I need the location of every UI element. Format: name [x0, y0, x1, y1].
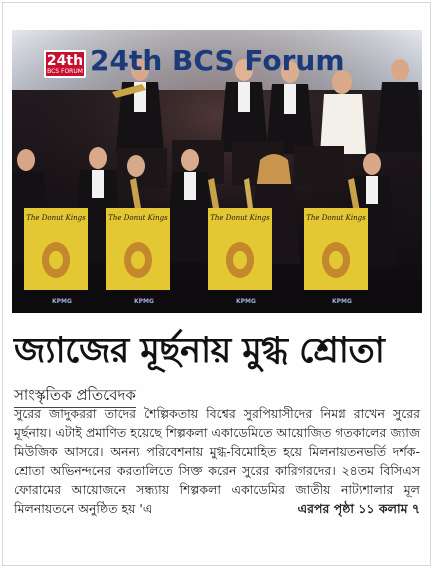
stand-label-1: The Donut Kings — [26, 214, 86, 222]
stand-label-4: The Donut Kings — [306, 214, 366, 222]
stand-label-2: The Donut Kings — [108, 214, 168, 222]
continued-on-page: এরপর পৃষ্ঠা ১১ কলাম ৭ — [297, 501, 420, 516]
sponsor-mark-4: KPMG — [332, 298, 352, 305]
sponsor-mark-2: KPMG — [134, 298, 154, 305]
article-body-text: সুরের জাদুকররা তাদের শৈল্পিকতায় বিশ্বের সুরপিয়াসীদের নিমগ্ন রাখেন সুরের মূর্ছনায়। এটাই প্রমাণিত হয়েছে শিল্পকলা একাডেমিতে আয়োজিত গতকালের জ্যাজ মিউজিক আসরে। অনন্য পরিবেশনায় মুগ্ধ-বিমোহিত হয়ে মিলনায়তনভর্তি দর্শক-শ্রোতা অভিনন্দনের করতালিতে সিক্ত করেন সুরের কারিগরদের। ২৪তম বিসিএস ফোরামের আয়োজনে সন্ধ্যায় শিল্পকলা একাডেমির জাতীয় নাট্যশালার মূল মিলনায়তনে অনুষ্ঠিত হয় 'এ — [14, 406, 420, 516]
stand-label-3: The Donut Kings — [210, 214, 270, 222]
jazz-band-photo — [12, 30, 422, 313]
article-body — [14, 404, 420, 518]
bcs-forum-logo — [44, 50, 86, 78]
sponsor-mark-1: KPMG — [52, 298, 72, 305]
logo-text: BCS FORUM — [47, 68, 83, 75]
banner-title: 24th BCS Forum — [90, 44, 345, 77]
headline: জ্যাজের মূর্ছনায় মুগ্ধ শ্রোতা — [14, 331, 385, 371]
byline: সাংস্কৃতিক প্রতিবেদক — [14, 385, 136, 408]
sponsor-mark-3: KPMG — [236, 298, 256, 305]
logo-number: 24th — [46, 53, 84, 69]
